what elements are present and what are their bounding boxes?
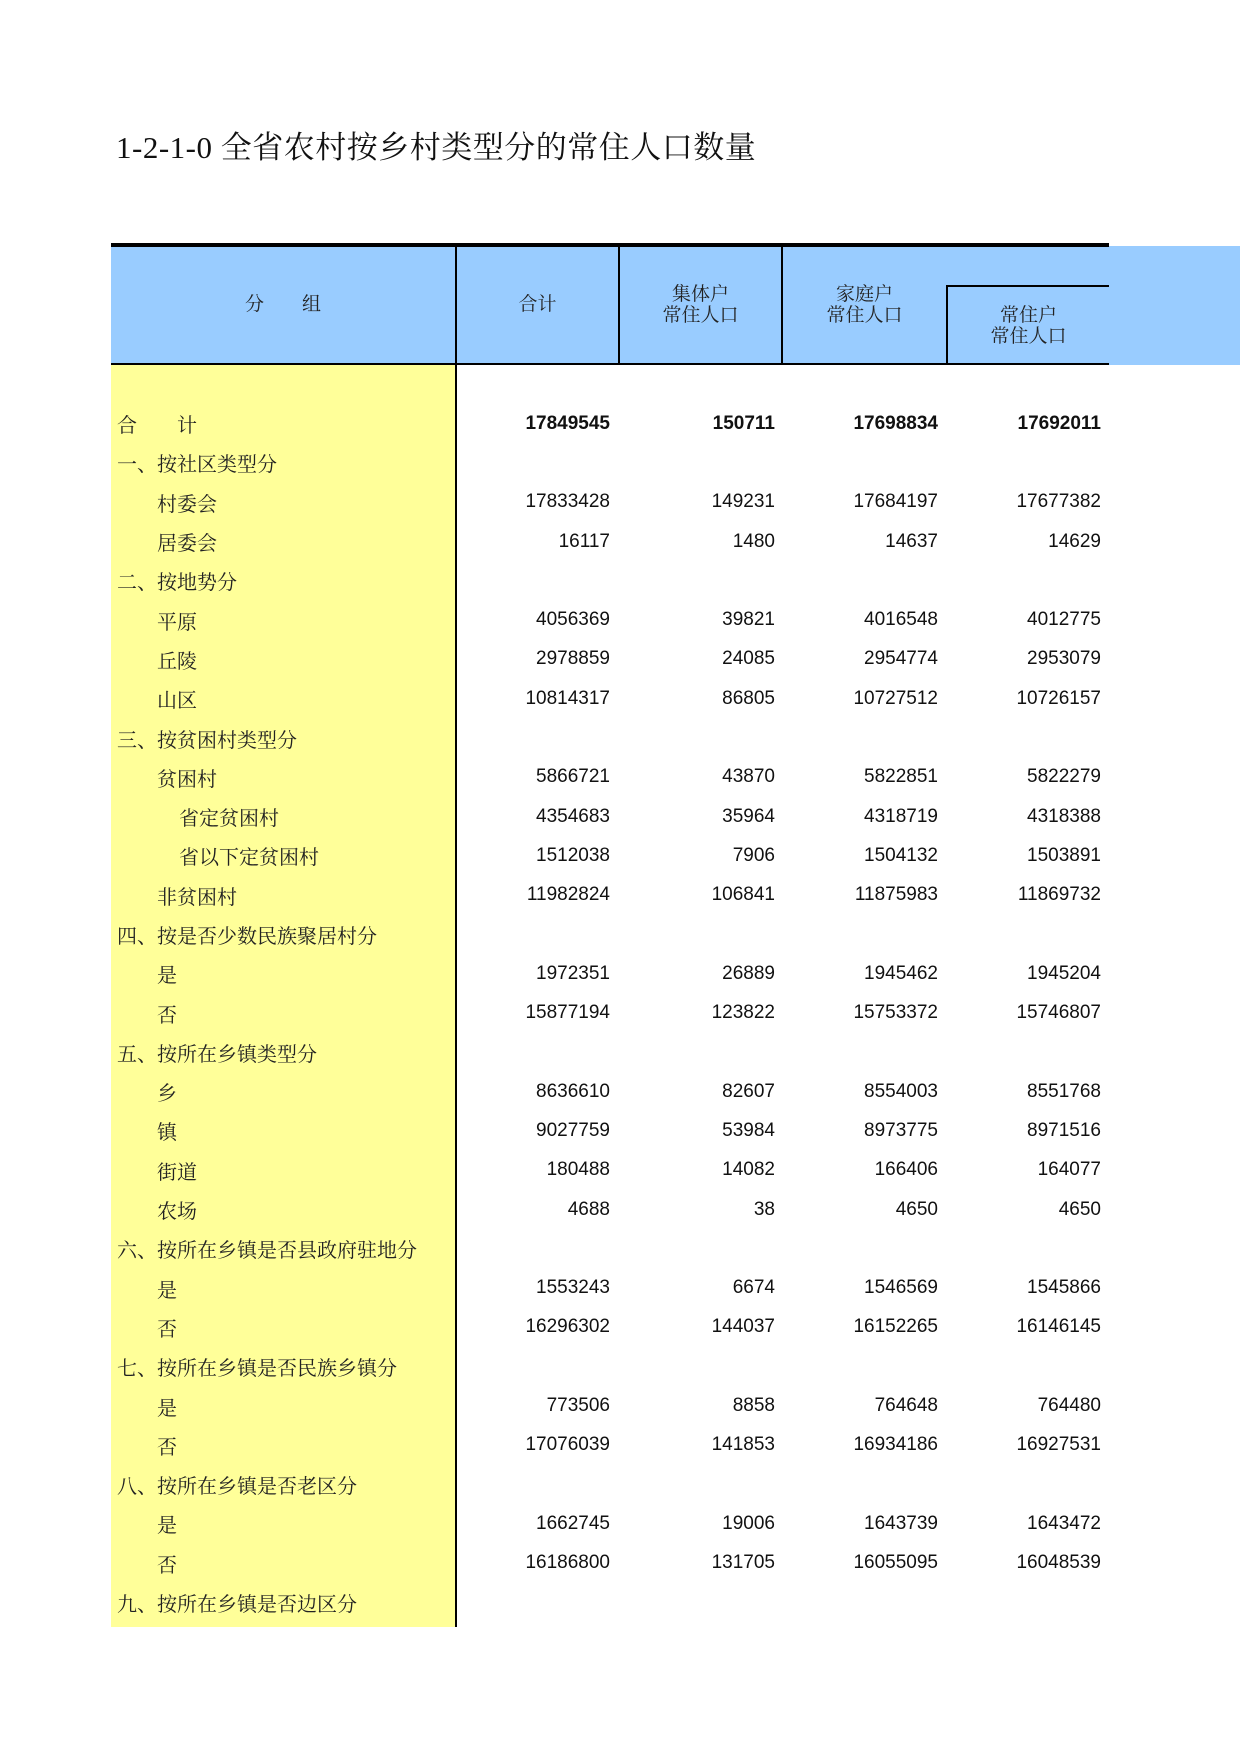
table-row (111, 1308, 1109, 1347)
value-total: 17833428 (525, 491, 610, 513)
row-label: 乡 (157, 1081, 177, 1106)
section-row (111, 1347, 1109, 1386)
header-family-line2: 常住人口 (826, 304, 903, 326)
row-label: 二、按地势分 (117, 570, 237, 595)
value-resident: 5822279 (1027, 766, 1101, 788)
row-label: 山区 (157, 688, 197, 713)
value-family: 16055095 (853, 1552, 938, 1574)
value-collective: 38 (753, 1198, 775, 1220)
table-row (111, 640, 1109, 679)
row-label: 农场 (157, 1199, 197, 1224)
value-total: 11982824 (526, 884, 610, 906)
table-row (111, 1151, 1109, 1190)
value-collective: 106841 (711, 884, 775, 906)
value-total: 4354683 (536, 805, 610, 827)
value-collective: 53984 (722, 1119, 775, 1141)
section-row (111, 1229, 1109, 1268)
header-group (111, 294, 455, 315)
value-collective: 43870 (722, 766, 775, 788)
value-total: 9027759 (536, 1119, 610, 1141)
value-collective: 7906 (732, 844, 775, 866)
row-label: 村委会 (157, 491, 217, 516)
table-row (111, 1111, 1109, 1150)
value-total: 17076039 (525, 1434, 610, 1456)
table-row (111, 797, 1109, 836)
header-resident-line1: 常住户 (999, 304, 1057, 326)
row-label: 镇 (157, 1120, 177, 1145)
row-label: 平原 (157, 609, 197, 634)
row-label: 居委会 (157, 531, 217, 556)
row-label: 省定贫困村 (179, 806, 279, 831)
value-total: 180488 (546, 1159, 610, 1181)
value-resident: 4318388 (1027, 805, 1101, 827)
value-collective: 150711 (712, 412, 775, 434)
value-collective: 82607 (722, 1080, 775, 1102)
value-resident: 16927531 (1016, 1434, 1101, 1456)
table-row (111, 483, 1109, 522)
section-row (111, 1583, 1109, 1622)
value-resident: 16146145 (1016, 1316, 1101, 1338)
page-title: 1-2-1-0 全省农村按乡村类型分的常住人口数量 (116, 130, 757, 165)
header-total-label: 合计 (518, 293, 557, 315)
value-family: 4318719 (864, 805, 938, 827)
table-row (111, 1386, 1109, 1425)
table-row (111, 522, 1109, 561)
row-label: 一、按社区类型分 (117, 452, 277, 477)
value-family: 10727512 (853, 687, 938, 709)
value-resident: 1503891 (1027, 844, 1101, 866)
row-label: 街道 (157, 1159, 197, 1184)
value-total: 16117 (558, 530, 610, 552)
value-family: 16152265 (853, 1316, 938, 1338)
value-total: 16296302 (525, 1316, 610, 1338)
value-collective: 24085 (722, 648, 775, 670)
section-row (111, 915, 1109, 954)
value-total: 1512038 (536, 844, 610, 866)
value-total: 5866721 (536, 766, 610, 788)
value-family: 1504132 (864, 844, 938, 866)
value-total: 17849545 (525, 412, 610, 434)
section-row (111, 443, 1109, 482)
value-total: 10814317 (525, 687, 610, 709)
row-label: 九、按所在乡镇是否边区分 (117, 1592, 357, 1617)
row-label: 合 计 (117, 413, 197, 438)
value-collective: 86805 (722, 687, 775, 709)
header-family (783, 284, 946, 326)
value-family: 1643739 (864, 1512, 938, 1534)
value-collective: 26889 (722, 962, 775, 984)
row-label: 贫困村 (157, 766, 217, 791)
header-family-line1: 家庭户 (835, 283, 893, 305)
value-total: 773506 (546, 1395, 610, 1417)
table-body (111, 404, 1109, 1622)
value-total: 16186800 (525, 1552, 610, 1574)
section-row (111, 1033, 1109, 1072)
row-label: 四、按是否少数民族聚居村分 (117, 924, 377, 948)
table-row (111, 993, 1109, 1032)
value-resident: 17692011 (1017, 412, 1101, 434)
row-label: 否 (157, 1002, 177, 1027)
value-family: 8554003 (864, 1080, 938, 1102)
value-resident: 14629 (1048, 530, 1101, 552)
header-collective (620, 284, 781, 326)
table-row (111, 1504, 1109, 1543)
value-family: 2954774 (864, 648, 938, 670)
value-family: 17698834 (853, 412, 938, 434)
value-family: 1546569 (864, 1277, 938, 1299)
value-resident: 11869732 (1017, 884, 1101, 906)
value-collective: 6674 (732, 1277, 775, 1299)
value-resident: 4650 (1058, 1198, 1101, 1220)
value-family: 8973775 (864, 1119, 938, 1141)
value-resident: 4012775 (1027, 609, 1101, 631)
value-collective: 35964 (722, 805, 775, 827)
value-collective: 149231 (711, 491, 775, 513)
value-family: 4016548 (864, 609, 938, 631)
section-row (111, 561, 1109, 600)
value-resident: 164077 (1037, 1159, 1101, 1181)
row-label: 是 (157, 1513, 177, 1538)
value-collective: 144037 (711, 1316, 775, 1338)
value-collective: 39821 (722, 609, 775, 631)
table-row (111, 1269, 1109, 1308)
value-family: 1945462 (864, 962, 938, 984)
table-row (111, 600, 1109, 639)
value-collective: 1480 (732, 530, 775, 552)
value-resident: 1945204 (1027, 962, 1101, 984)
value-family: 5822851 (864, 766, 938, 788)
value-resident: 17677382 (1016, 491, 1101, 513)
header-top-border (111, 243, 1109, 247)
row-label: 六、按所在乡镇是否县政府驻地分 (117, 1238, 417, 1263)
table-row (111, 679, 1109, 718)
row-label: 三、按贫困村类型分 (117, 727, 297, 752)
table-row (111, 954, 1109, 993)
value-collective: 8858 (732, 1395, 775, 1417)
row-label: 否 (157, 1434, 177, 1459)
row-label: 省以下定贫困村 (179, 845, 319, 870)
table-row (111, 1072, 1109, 1111)
header-total (457, 294, 618, 315)
value-family: 16934186 (853, 1434, 938, 1456)
header-collective-line2: 常住人口 (662, 304, 739, 326)
value-total: 1553243 (536, 1277, 610, 1299)
row-label: 丘陵 (157, 648, 197, 673)
value-collective: 141853 (711, 1434, 775, 1456)
value-collective: 19006 (722, 1512, 775, 1534)
value-family: 17684197 (853, 491, 938, 513)
value-resident: 1545866 (1027, 1277, 1101, 1299)
table-row (111, 758, 1109, 797)
value-resident: 8971516 (1027, 1119, 1101, 1141)
value-resident: 764480 (1037, 1395, 1101, 1417)
value-collective: 123822 (711, 1002, 775, 1024)
value-total: 4688 (567, 1198, 610, 1220)
value-total: 4056369 (536, 609, 610, 631)
table-row (111, 876, 1109, 915)
value-total: 1972351 (536, 962, 610, 984)
value-resident: 16048539 (1016, 1552, 1101, 1574)
value-resident: 15746807 (1016, 1002, 1101, 1024)
table-row (111, 1544, 1109, 1583)
row-label: 七、按所在乡镇是否民族乡镇分 (117, 1356, 397, 1381)
row-label: 是 (157, 1277, 177, 1302)
value-family: 11875983 (854, 884, 938, 906)
header-group-label: 分 组 (244, 293, 321, 315)
value-collective: 131705 (711, 1552, 775, 1574)
value-total: 1662745 (536, 1512, 610, 1534)
value-resident: 8551768 (1027, 1080, 1101, 1102)
value-family: 14637 (885, 530, 938, 552)
table-row (111, 1426, 1109, 1465)
value-family: 15753372 (853, 1002, 938, 1024)
row-label: 否 (157, 1552, 177, 1577)
header-collective-line1: 集体户 (671, 283, 729, 305)
value-resident: 10726157 (1016, 687, 1101, 709)
value-collective: 14082 (722, 1159, 775, 1181)
value-family: 166406 (874, 1159, 938, 1181)
section-row (111, 1465, 1109, 1504)
total-row (111, 404, 1109, 443)
row-label: 否 (157, 1316, 177, 1341)
row-label: 非贫困村 (157, 884, 237, 909)
row-label: 五、按所在乡镇类型分 (117, 1041, 317, 1066)
section-row (111, 718, 1109, 757)
value-total: 15877194 (525, 1002, 610, 1024)
row-label: 八、按所在乡镇是否老区分 (117, 1474, 357, 1499)
row-label: 是 (157, 1395, 177, 1420)
value-total: 8636610 (536, 1080, 610, 1102)
header-resident (948, 305, 1109, 347)
table-row (111, 1190, 1109, 1229)
value-family: 764648 (874, 1395, 938, 1417)
subheader-border (948, 285, 1109, 287)
table-row (111, 836, 1109, 875)
value-resident: 1643472 (1027, 1512, 1101, 1534)
header-resident-line2: 常住人口 (990, 325, 1067, 347)
value-family: 4650 (895, 1198, 938, 1220)
value-resident: 2953079 (1027, 648, 1101, 670)
value-total: 2978859 (536, 648, 610, 670)
row-label: 是 (157, 963, 177, 988)
